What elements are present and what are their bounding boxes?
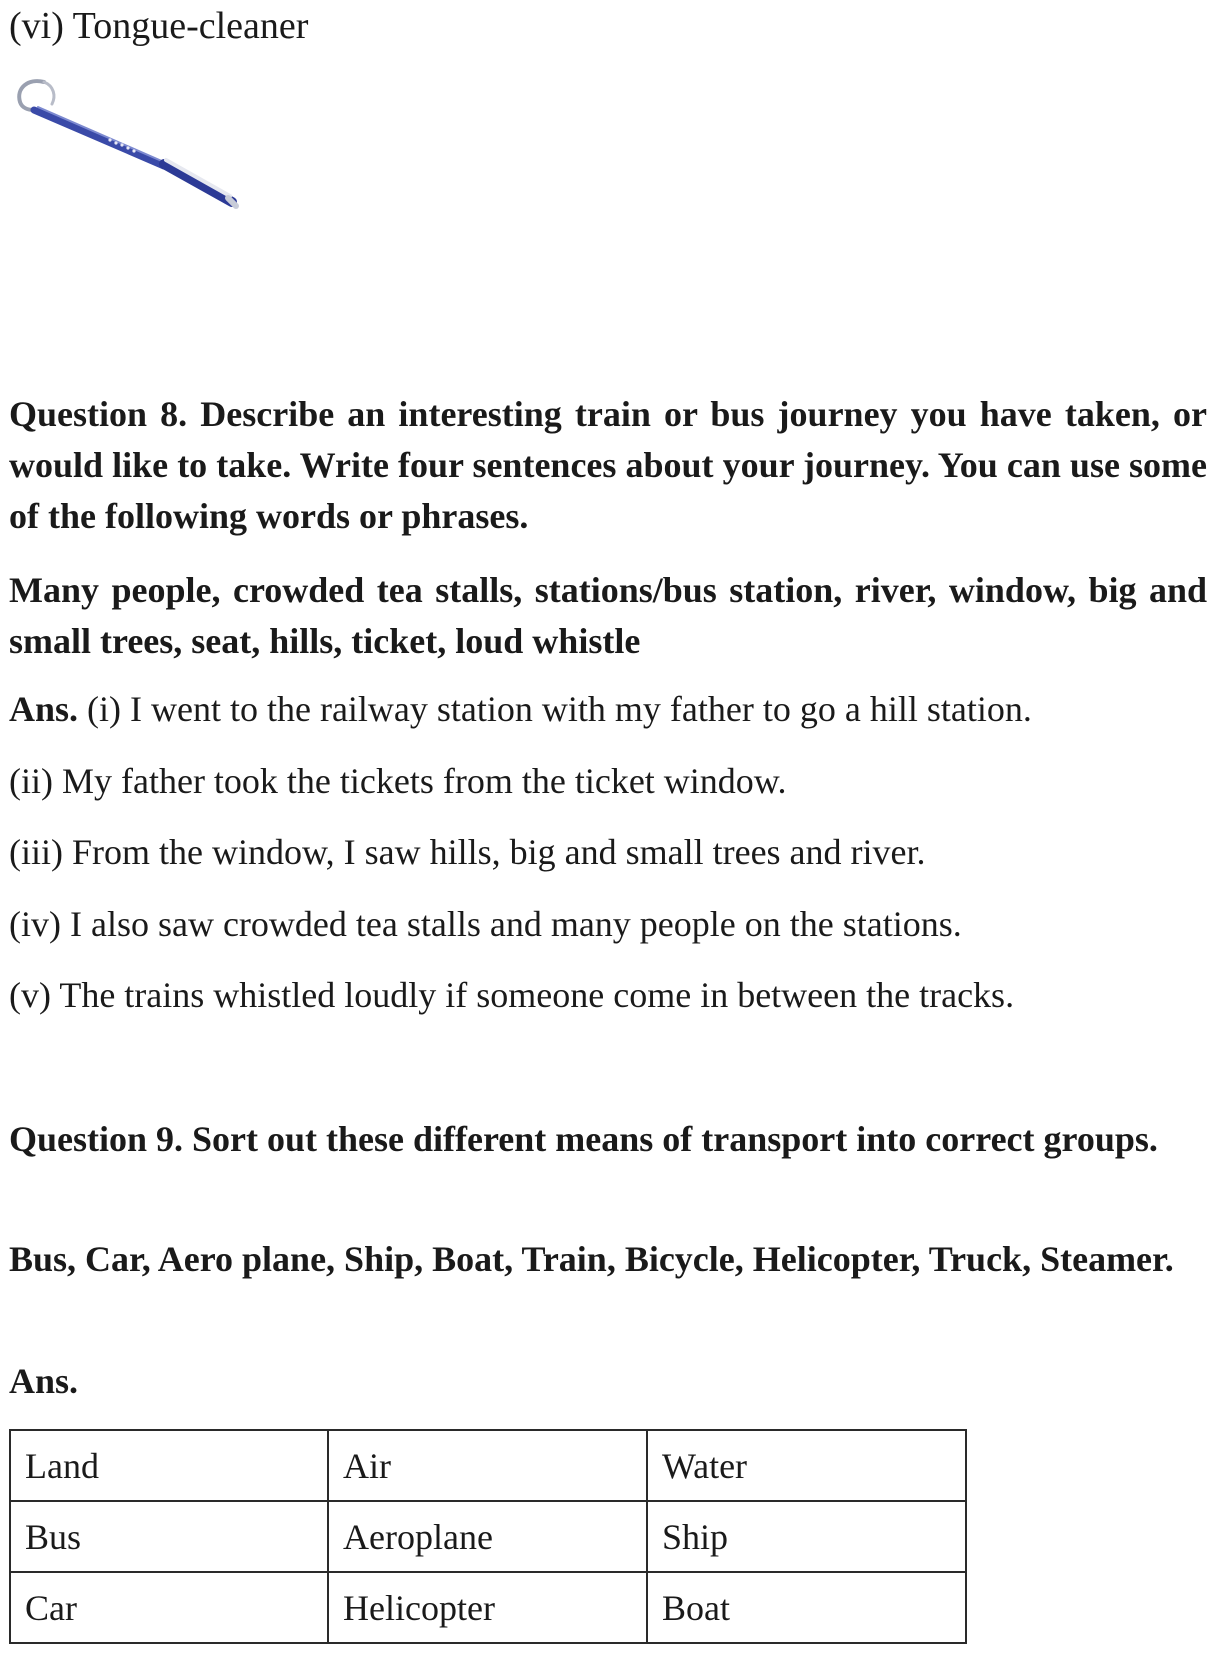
table-header-cell: Air <box>328 1430 647 1501</box>
answer-line: (iv) I also saw crowded tea stalls and many people on the stations. <box>9 904 962 944</box>
answer-line: (ii) My father took the tickets from the ticket window. <box>9 761 787 801</box>
table-cell: Aeroplane <box>328 1501 647 1572</box>
table-row <box>10 1501 966 1572</box>
table-cell: Boat <box>647 1572 966 1643</box>
table-header-row <box>10 1430 966 1501</box>
answer-line <box>9 687 1032 731</box>
tongue-cleaner-icon <box>14 74 254 224</box>
question-8-word-list: Many people, crowded tea stalls, stations/bus station, river, window, big and small trees, seat, hills, ticket, loud whistle <box>9 570 1207 661</box>
answer-line: (iii) From the window, I saw hills, big and small trees and river. <box>9 832 926 872</box>
table-cell: Ship <box>647 1501 966 1572</box>
table-header-cell: Water <box>647 1430 966 1501</box>
answer-line: (v) The trains whistled loudly if someone come in between the tracks. <box>9 975 1015 1015</box>
question-8-prompt: Question 8. Describe an interesting train or bus journey you have taken, or would like to take. Write four sentences about your journey. You can use some of the following words or phrases. <box>9 394 1207 536</box>
table-cell: Car <box>10 1572 328 1643</box>
question-9-prompt: Question 9. Sort out these different means of transport into correct groups. <box>9 1119 1158 1159</box>
answer-label: Ans. <box>9 1361 79 1401</box>
table-header-cell: Land <box>10 1430 328 1501</box>
table-cell: Helicopter <box>328 1572 647 1643</box>
answer-text: (i) I went to the railway station with my father to go a hill station. <box>87 689 1032 729</box>
table-row <box>10 1572 966 1643</box>
question-9-word-list: Bus, Car, Aero plane, Ship, Boat, Train, Bicycle, Helicopter, Truck, Steamer. <box>9 1239 1174 1279</box>
answer-label: Ans. <box>9 689 79 729</box>
item-caption: (vi) Tongue-cleaner <box>9 5 309 47</box>
transport-table <box>9 1429 967 1644</box>
table-cell: Bus <box>10 1501 328 1572</box>
